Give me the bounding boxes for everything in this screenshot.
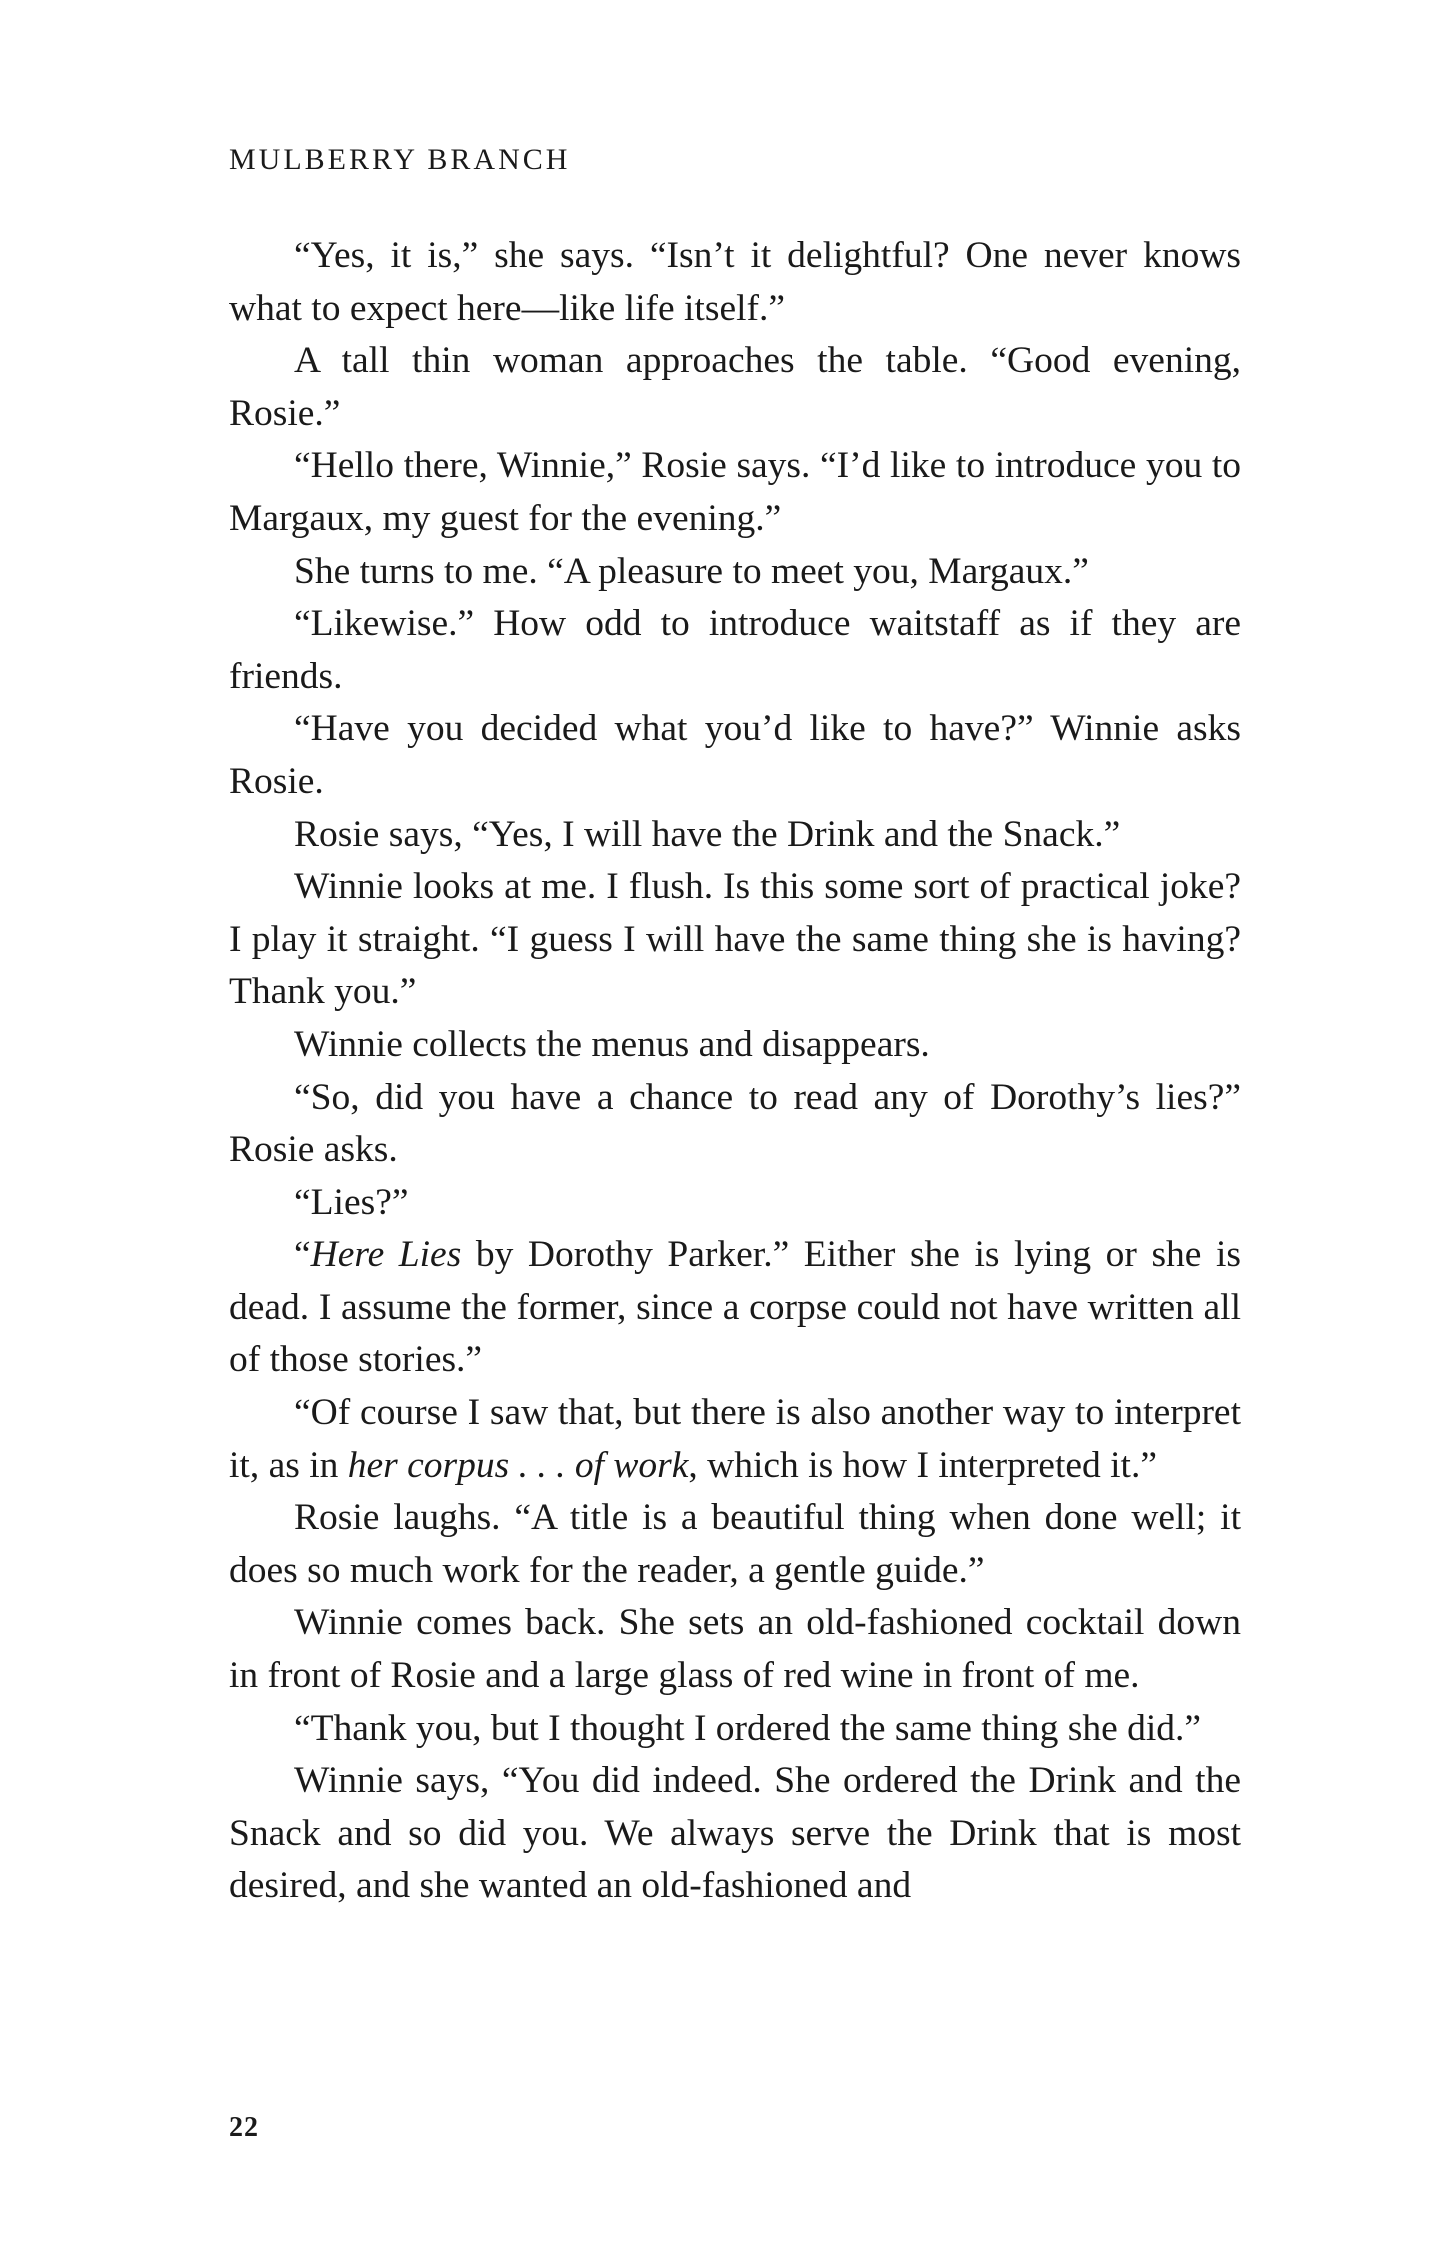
book-title-italic: Here Lies (310, 1234, 462, 1276)
paragraph-rest: by Dorothy Parker.” Either she is lying or she is dead. I assume the former, since a corpse could not have written all of those stories.” (229, 1234, 1241, 1381)
paragraph: A tall thin woman approaches the table. “Good evening, Rosie.” (229, 340, 1241, 434)
paragraph: Winnie says, “You did indeed. She ordered the Drink and the Snack and so did you. We always serve the Drink that is most desired, and she wanted an old-fashioned and (229, 1760, 1241, 1907)
body-text (229, 230, 1241, 1913)
paragraph: “Lies?” (294, 1181, 409, 1223)
paragraph (229, 1229, 1241, 1387)
paragraph-lead: “ (294, 1234, 311, 1276)
paragraph: Winnie collects the menus and disappears. (294, 1023, 930, 1065)
paragraph: “Yes, it is,” she says. “Isn’t it delightful? One never knows what to expect here—like life itself.” (229, 235, 1241, 329)
paragraph: “Likewise.” How odd to introduce waitstaff as if they are friends. (229, 603, 1241, 697)
paragraph: She turns to me. “A pleasure to meet you, Margaux.” (294, 550, 1089, 592)
paragraph: Winnie comes back. She sets an old-fashioned cocktail down in front of Rosie and a large glass of red wine in front of me. (229, 1602, 1241, 1697)
paragraph: Winnie looks at me. I flush. Is this some sort of practical joke? I play it straight. “I guess I will have the same thing she is having? Thank you.” (229, 866, 1241, 1013)
paragraph-rest: , which is how I interpreted it.” (688, 1444, 1157, 1486)
page-number: 22 (229, 2112, 259, 2143)
running-head: MULBERRY BRANCH (229, 143, 571, 176)
paragraph: Rosie says, “Yes, I will have the Drink and the Snack.” (294, 813, 1121, 855)
paragraph (229, 1387, 1241, 1492)
paragraph: “Thank you, but I thought I ordered the same thing she did.” (294, 1707, 1202, 1749)
paragraph: “Have you decided what you’d like to have?” Winnie asks Rosie. (229, 708, 1241, 802)
paragraph: “Hello there, Winnie,” Rosie says. “I’d like to introduce you to Margaux, my guest for the evening.” (229, 445, 1241, 539)
italic-phrase: her corpus . . . of work (347, 1444, 689, 1486)
paragraph-lead: “Of course I saw that, but there is also another way to interpret it, as in (229, 1392, 1241, 1486)
paragraph: “So, did you have a chance to read any of Dorothy’s lies?” Rosie asks. (229, 1076, 1241, 1171)
paragraph: Rosie laughs. “A title is a beautiful thing when done well; it does so much work for the reader, a gentle guide.” (229, 1497, 1241, 1591)
